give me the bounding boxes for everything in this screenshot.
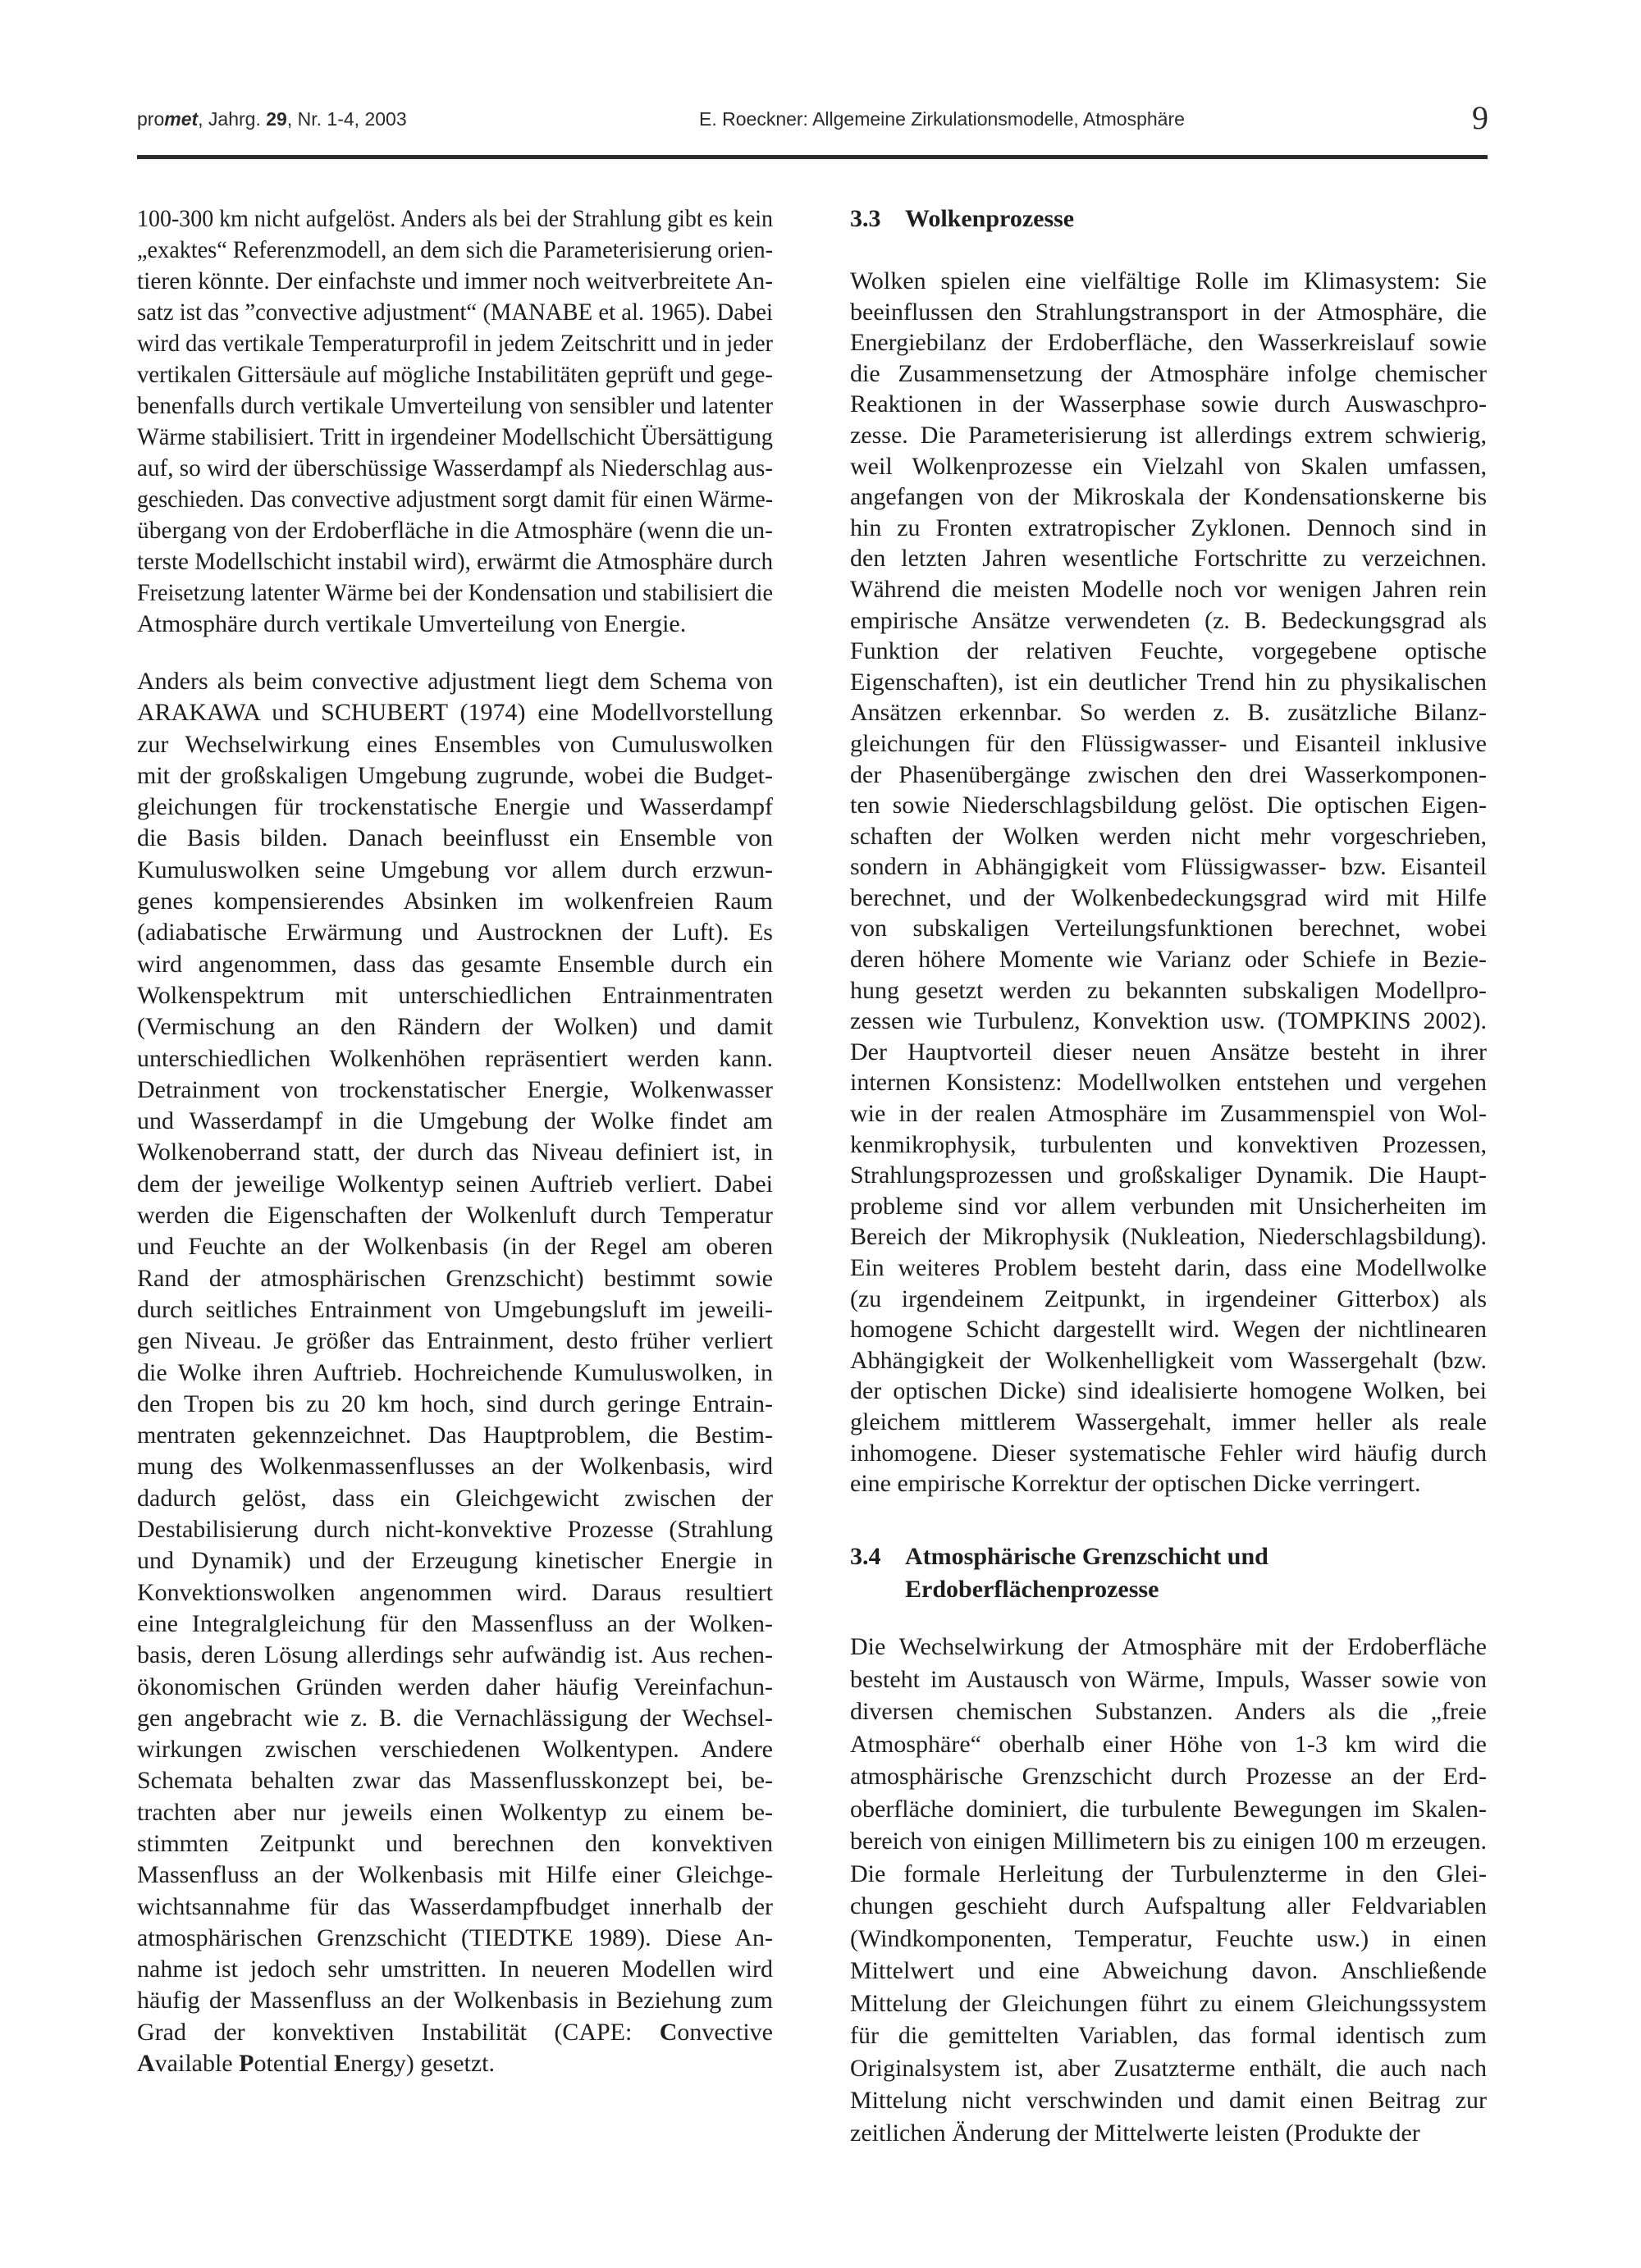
text-line [850,667,1487,698]
text-line [850,1067,1487,1098]
text-line-content: mung des Wolkenmassenflusses an der Wolkenbasis, wird [137,1453,773,1481]
text-line-content: und Dynamik) und der Erzeugung kinetischer Energie in [137,1547,773,1575]
text-line [137,1137,773,1168]
text-line [850,1284,1487,1315]
text-line [850,2084,1487,2117]
text-line-content: unterschiedlichen Wolkenhöhen repräsentiert werden kann. [137,1044,773,1072]
text-line-content: ökonomischen Gründen werden daher häufig Vereinfachun- [137,1672,773,1700]
text-line-content: Abhängigkeit der Wolkenhelligkeit vom Wassergehalt (bzw. [850,1346,1487,1374]
text-line-content: wie in der realen Atmosphäre im Zusammenspiel von Wol- [850,1100,1487,1128]
text-line-content: benenfalls durch vertikale Umverteilung von sensibler und latenter [137,392,773,419]
text-line-content: sondern in Abhängigkeit vom Flüssigwasser- bzw. Eisanteil [850,853,1487,881]
text-line-content: wird angenommen, dass das gesamte Ensemble durch ein [137,950,773,978]
text-line [850,2117,1487,2150]
text-line [137,1420,773,1451]
text-line-content: stimmten Zeitpunkt und berechnen den konvektiven [137,1829,773,1857]
section-title: Wolkenprozesse [905,205,1075,232]
text-line-content: schaften der Wolken werden nicht mehr vorgeschrieben, [850,822,1487,850]
text-line-content: genes kompensierendes Absinken im wolkenfreien Raum [137,888,773,915]
text-line-content: kenmikrophysik, turbulenten und konvektiven Prozessen, [850,1130,1487,1158]
text-line [137,1169,773,1200]
text-line [850,1760,1487,1793]
text-line-content: den letzten Jahren wesentliche Fortschritte zu verzeichnen. [850,545,1487,573]
text-segment: nergy) gesetzt. [350,2050,495,2078]
text-line-content: Bereich der Mikrophysik (Nukleation, Niederschlagsbildung). [850,1223,1487,1251]
text-line-content: gleichem mittlerem Wassergehalt, immer heller als reale [850,1408,1487,1435]
text-line-content: „exaktes“ Referenzmodell, an dem sich die Parameterisierung orien- [137,236,773,263]
text-line [137,2017,773,2048]
text-line-content: zur Wechselwirkung eines Ensembles von Cumuluswolken [137,730,773,758]
text-line [850,574,1487,605]
text-line-content: Funktion der relativen Feuchte, vorgegebene optische [850,637,1487,665]
text-line-content: und Feuchte an der Wolkenbasis (in der Regel am oberen [137,1233,773,1261]
text-line [137,886,773,917]
text-line-content: gen Niveau. Je größer das Entrainment, desto früher verliert [137,1327,773,1355]
text-line [850,1098,1487,1129]
text-line [137,1358,773,1389]
text-line [137,1640,773,1671]
text-line [850,1923,1487,1955]
text-line [137,1765,773,1796]
text-line [850,543,1487,574]
text-line-content: satz ist das ”convective adjustment“ (MANABE et al. 1965). Dabei [137,299,773,326]
text-line-content: die Wolke ihren Auftrieb. Hochreichende Kumuluswolken, in [137,1358,773,1386]
text-line-content: auf, so wird der überschüssige Wasserdampf als Niederschlag aus- [137,454,773,481]
text-line [850,1825,1487,1858]
text-line-content: (Vermischung an den Rändern der Wolken) und damit [137,1013,773,1041]
text-line-content: probleme sind vor allem verbunden mit Unsicherheiten im [850,1192,1487,1220]
text-line [850,790,1487,821]
text-line-content: weil Wolkenprozesse ein Vielzahl von Skalen umfassen, [850,452,1487,480]
text-line-content: Destabilisierung durch nicht-konvektive Prozesse (Strahlung [137,1516,773,1544]
text-line [137,1734,773,1765]
text-line [850,1793,1487,1826]
section-heading-3-3 [850,203,1074,235]
text-line [137,1326,773,1357]
text-line-content: Die Wechselwirkung der Atmosphäre mit der Erdoberfläche [850,1633,1487,1660]
text-line-content: deren höhere Momente wie Varianz oder Schiefe in Bezie- [850,946,1487,974]
text-line-content: Schemata behalten zwar das Massenflusskonzept bei, be- [137,1767,773,1795]
text-line-content: den Tropen bis zu 20 km hoch, sind durch geringe Entrain- [137,1390,773,1417]
text-line [850,1006,1487,1037]
left-paragraph-1 [137,203,773,640]
text-line-content: gleichungen für den Flüssigwasser- und Eisanteil inklusive [850,729,1487,757]
text-line-content [137,2017,773,2048]
text-line [850,760,1487,791]
bold-initial: C [659,2018,678,2046]
section-3-3-paragraph [850,266,1487,1499]
text-line [137,949,773,980]
text-line-content: hung gesetzt werden zu bekannten subskaligen Modellpro- [850,976,1487,1004]
text-line-content: Massenfluss an der Wolkenbasis mit Hilfe einer Gleichge- [137,1861,773,1889]
text-line [137,1828,773,1860]
text-line [137,577,773,609]
text-line [137,1577,773,1609]
text-line-content: Mittelung nicht verschwinden und damit einen Beitrag zur [850,2087,1487,2114]
text-line-content: häufig der Massenfluss an der Wolkenbasis in Beziehung zum [137,1987,773,2015]
text-line [137,792,773,823]
text-line [137,1860,773,1891]
text-line-content: der optischen Dicke) sind idealisierte homogene Wolken, bei [850,1377,1487,1405]
bold-initial: E [333,2050,350,2078]
text-line-content: Detrainment von trockenstatischer Energie, Wolkenwasser [137,1075,773,1103]
section-number: 3.4 [850,1543,881,1570]
text-line-content: wird das vertikale Temperaturprofil in jedem Zeitschritt und in jeder [137,330,773,357]
text-line [850,1160,1487,1191]
text-line [137,609,773,640]
text-line-content: Freisetzung latenter Wärme bei der Kondensation und stabilisiert die [137,579,773,606]
text-line [850,451,1487,482]
text-line [850,1468,1487,1499]
text-line-content: (adiabatische Erwärmung und Austrocknen der Luft). Es [137,919,773,947]
text-line [137,855,773,886]
text-line [137,1514,773,1545]
text-line-content: Eigenschaften), ist ein deutlicher Trend hin zu physikalischen [850,668,1487,696]
text-line [850,266,1487,297]
text-line-content: übergang von der Erdoberfläche in die Atmosphäre (wenn die un- [137,517,773,544]
text-line [850,1663,1487,1696]
text-line [137,1389,773,1420]
text-line [850,697,1487,728]
text-line-content: Mittelwert und eine Abweichung davon. Anschließende [850,1957,1487,1984]
text-line [137,390,773,422]
text-line-content: Atmosphäre durch vertikale Umverteilung von Energie. [137,610,687,637]
text-line-content: Wolkenoberrand statt, der durch das Niveau definiert ist, in [137,1139,773,1166]
text-line [850,1253,1487,1284]
text-line [137,266,773,297]
text-line [850,1129,1487,1161]
text-line-content: mit der großskaligen Umgebung zugrunde, wobei die Budget- [137,761,773,789]
volume-prefix: , Jahrg. [198,108,267,130]
text-line-content: zessen wie Turbulenz, Konvektion usw. (TOMPKINS 2002). [850,1007,1487,1035]
text-line-content: Konvektionswolken angenommen wird. Daraus resultiert [137,1578,773,1606]
text-line [137,1451,773,1482]
text-line-content: ARAKAWA und SCHUBERT (1974) eine Modellvorstellung [137,699,773,727]
bold-initial: P [239,2050,254,2078]
text-line-content: geschieden. Das convective adjustment sorgt damit für einen Wärme- [137,486,773,513]
text-line-content: Wärme stabilisiert. Tritt in irgendeiner Modellschicht Übersättigung [137,423,773,450]
text-line [137,1294,773,1326]
text-line-content: vertikalen Gittersäule auf mögliche Instabilitäten geprüft und gege- [137,361,773,388]
text-segment: vailable [154,2050,240,2078]
text-line [850,636,1487,667]
text-line-content: wichtsannahme für das Wasserdampfbudget innerhalb der [137,1892,773,1920]
text-line-content: der Phasenübergänge zwischen den drei Wasserkomponen- [850,760,1487,788]
text-line-content: Originalsystem ist, aber Zusatzterme enthält, die auch nach [850,2054,1487,2082]
text-line-content: Wolken spielen eine vielfältige Rolle im Klimasystem: Sie [850,267,1487,294]
text-line [137,1043,773,1075]
text-line-content: beeinflussen den Strahlungstransport in der Atmosphäre, die [850,298,1487,326]
text-line-content: besteht im Austausch von Wärme, Impuls, Wasser sowie von [850,1665,1487,1693]
section-title-line-1: Atmosphärische Grenzschicht und [905,1543,1268,1570]
text-line [850,1037,1487,1068]
text-line [850,975,1487,1006]
text-line [137,2048,773,2079]
text-line [850,1955,1487,1987]
text-line-content: berechnet, und der Wolkenbedeckungsgrad wird mit Hilfe [850,883,1487,911]
text-line-content: gleichungen für trockenstatische Energie und Wasserdampf [137,793,773,821]
text-line [137,1106,773,1137]
text-line [137,1892,773,1923]
text-line-content: oberfläche dominiert, die turbulente Bewegungen im Skalen- [850,1795,1487,1823]
text-segment: onvective [677,2018,773,2046]
text-line [850,1631,1487,1663]
text-line-content: für die gemittelten Variablen, das formal identisch zum [850,2022,1487,2049]
running-title: E. Roeckner: Allgemeine Zirkulationsmodelle, Atmosphäre [699,108,1185,130]
text-line [850,605,1487,637]
page-number: 9 [1472,99,1488,136]
text-line-content: werden die Eigenschaften der Wolkenluft durch Temperatur [137,1202,773,1230]
text-line-content: eine empirische Korrektur der optischen Dicke verringert. [850,1470,1421,1498]
text-line-content: Energiebilanz der Erdoberfläche, den Wasserkreislauf sowie [850,329,1487,357]
text-line-content: dem der jeweilige Wolkentyp seinen Auftrieb verliert. Dabei [137,1170,773,1198]
text-line [137,515,773,546]
text-line-content: und Wasserdampf in die Umgebung der Wolke findet am [137,1107,773,1135]
text-line-content: terste Modellschicht instabil wird), erwärmt die Atmosphäre durch [137,548,773,575]
text-segment: otential [254,2050,334,2078]
text-line [137,1797,773,1828]
text-line [137,1200,773,1231]
text-line-content: Ein weiteres Problem besteht darin, dass eine Modellwolke [850,1254,1487,1281]
text-line [137,297,773,328]
text-line-content: Mittelung der Gleichungen führt zu einem Gleichungssystem [850,1989,1487,2017]
text-line [850,1314,1487,1345]
text-line-content: bereich von einigen Millimetern bis zu einigen 100 m erzeugen. [850,1828,1487,1855]
text-line [137,1985,773,2016]
text-line [137,1672,773,1703]
text-line [850,883,1487,914]
text-line [137,422,773,453]
text-line-content: angefangen von der Mikroskala der Kondensationskerne bis [850,483,1487,511]
volume-number: 29 [266,108,287,130]
text-line-content: homogene Schicht dargestellt wird. Wegen der nichtlinearen [850,1316,1487,1344]
text-line-content: mentraten gekennzeichnet. Das Hauptproblem, die Bestim- [137,1421,773,1449]
header-rule [137,155,1488,159]
text-line [137,235,773,266]
text-line [850,420,1487,451]
text-line-content: wirkungen zwischen verschiedenen Wolkentypen. Andere [137,1736,773,1764]
text-line [850,1407,1487,1438]
text-line-content: diversen chemischen Substanzen. Anders als die „freie [850,1698,1487,1725]
text-line [137,328,773,359]
text-line-content: die Basis bilden. Danach beeinflusst ein Ensemble von [137,824,773,852]
text-line [850,1221,1487,1253]
bold-initial: A [137,2050,155,2078]
text-line [137,917,773,948]
text-line [850,944,1487,975]
issue-info: , Nr. 1-4, 2003 [286,108,407,130]
text-line [850,358,1487,390]
text-line-content: eine Integralgleichung für den Massenfluss an der Wolken- [137,1609,773,1637]
text-line [850,1890,1487,1923]
text-line [137,760,773,792]
text-line-content: tieren könnte. Der einfachste und immer noch weitverbreitete An- [137,267,773,294]
text-line-content: gen angebracht wie z. B. die Vernachlässigung der Wechsel- [137,1704,773,1732]
text-line [137,1545,773,1577]
journal-name-prefix: pro [137,108,165,130]
text-line [137,697,773,728]
text-line [850,1695,1487,1728]
text-line [850,821,1487,852]
text-line [137,1954,773,1985]
text-line-content: zesse. Die Parameterisierung ist allerdings extrem schwierig, [850,421,1487,449]
text-line-content: hin zu Fronten extratropischer Zyklonen. Dennoch sind in [850,513,1487,541]
section-heading-3-4 [850,1540,1268,1606]
text-line-content: zeitlichen Änderung der Mittelwerte leisten (Produkte der [850,2119,1420,2147]
text-line [137,1075,773,1106]
text-line [850,1438,1487,1469]
section-number: 3.3 [850,205,881,232]
text-line [137,1263,773,1294]
section-3-4-paragraph [850,1631,1487,2149]
text-line-content: empirische Ansätze verwendeten (z. B. Bedeckungsgrad als [850,606,1487,634]
text-line [850,481,1487,513]
text-line [850,389,1487,420]
text-line-content: chungen geschieht durch Aufspaltung aller Feldvariablen [850,1892,1487,1919]
text-line [137,1011,773,1043]
left-paragraph-2 [137,666,773,2079]
text-line-content: dadurch gelöst, dass ein Gleichgewicht zwischen der [137,1484,773,1512]
text-line [137,1483,773,1514]
text-line [137,453,773,484]
text-line-content: atmosphärischen Grenzschicht (TIEDTKE 1989). Diese An- [137,1923,773,1951]
text-line [137,980,773,1011]
text-line-content: ten sowie Niederschlagsbildung gelöst. Die optischen Eigen- [850,792,1487,819]
text-line-content: von subskaligen Verteilungsfunktionen berechnet, wobei [850,915,1487,942]
text-line-content: 100-300 km nicht aufgelöst. Anders als bei der Strahlung gibt es kein [137,205,773,232]
text-line [850,728,1487,760]
journal-citation [137,108,407,130]
text-line [850,1191,1487,1222]
text-line-content: Die formale Herleitung der Turbulenzterme in den Glei- [850,1860,1487,1887]
journal-name-bold: met [164,108,199,130]
text-line [137,666,773,697]
text-line [137,823,773,854]
text-line [850,513,1487,544]
text-line [137,1609,773,1640]
text-line [850,913,1487,944]
text-line-content: Ansätzen erkennbar. So werden z. B. zusätzliche Bilanz- [850,699,1487,727]
text-line [137,484,773,515]
text-line [850,297,1487,328]
text-line-content: (zu irgendeinem Zeitpunkt, in irgendeiner Gitterbox) als [850,1285,1487,1312]
text-line-content: internen Konsistenz: Modellwolken entstehen und vergehen [850,1069,1487,1097]
text-line-content: inhomogene. Dieser systematische Fehler wird häufig durch [850,1439,1487,1467]
text-segment: Grad der konvektiven Instabilität (CAPE: [137,2018,660,2046]
text-line-content: Während die meisten Modelle noch vor wenigen Jahren rein [850,575,1487,603]
text-line-content: Der Hauptvorteil dieser neuen Ansätze besteht in ihrer [850,1038,1487,1066]
text-line-content: basis, deren Lösung allerdings sehr aufwändig ist. Aus rechen- [137,1641,773,1669]
text-line-content: Anders als beim convective adjustment liegt dem Schema von [137,668,773,695]
text-line-content: trachten aber nur jeweils einen Wolkentyp zu einem be- [137,1798,773,1826]
text-line-content: (Windkomponenten, Temperatur, Feuchte usw.) in einen [850,1924,1487,1952]
text-line-content: Wolkenspektrum mit unterschiedlichen Entrainmentraten [137,981,773,1009]
text-line [850,1376,1487,1407]
text-line-content: die Zusammensetzung der Atmosphäre infolge chemischer [850,359,1487,387]
text-line [850,1987,1487,2020]
text-line [137,729,773,760]
text-line [850,1728,1487,1761]
text-line [137,546,773,577]
text-line [850,1345,1487,1376]
text-line-content: atmosphärische Grenzschicht durch Prozesse an der Erd- [850,1763,1487,1790]
text-line-content: Strahlungsprozessen und großskaliger Dynamik. Die Haupt- [850,1161,1487,1189]
text-line-content: Rand der atmosphärischen Grenzschicht) bestimmt sowie [137,1264,773,1292]
text-line-content: Kumuluswolken seine Umgebung vor allem durch erzwun- [137,856,773,883]
text-line [850,1858,1487,1891]
text-line [137,359,773,390]
text-line [850,327,1487,358]
text-line [137,1703,773,1734]
section-title-line-2: Erdoberflächenprozesse [905,1576,1159,1603]
text-line [850,2019,1487,2052]
text-line [850,851,1487,883]
text-line [137,203,773,235]
text-line [137,1231,773,1262]
text-line-content: Atmosphäre“ oberhalb einer Höhe von 1-3 km wird die [850,1730,1487,1758]
text-line [137,1923,773,1954]
text-line-content: Reaktionen in der Wasserphase sowie durch Auswaschpro- [850,390,1487,418]
text-line-content: nahme ist jedoch sehr umstritten. In neueren Modellen wird [137,1955,773,1983]
text-line-content [137,2048,495,2079]
text-line-content: durch seitliches Entrainment von Umgebungsluft im jeweili- [137,1295,773,1323]
text-line [850,2052,1487,2085]
